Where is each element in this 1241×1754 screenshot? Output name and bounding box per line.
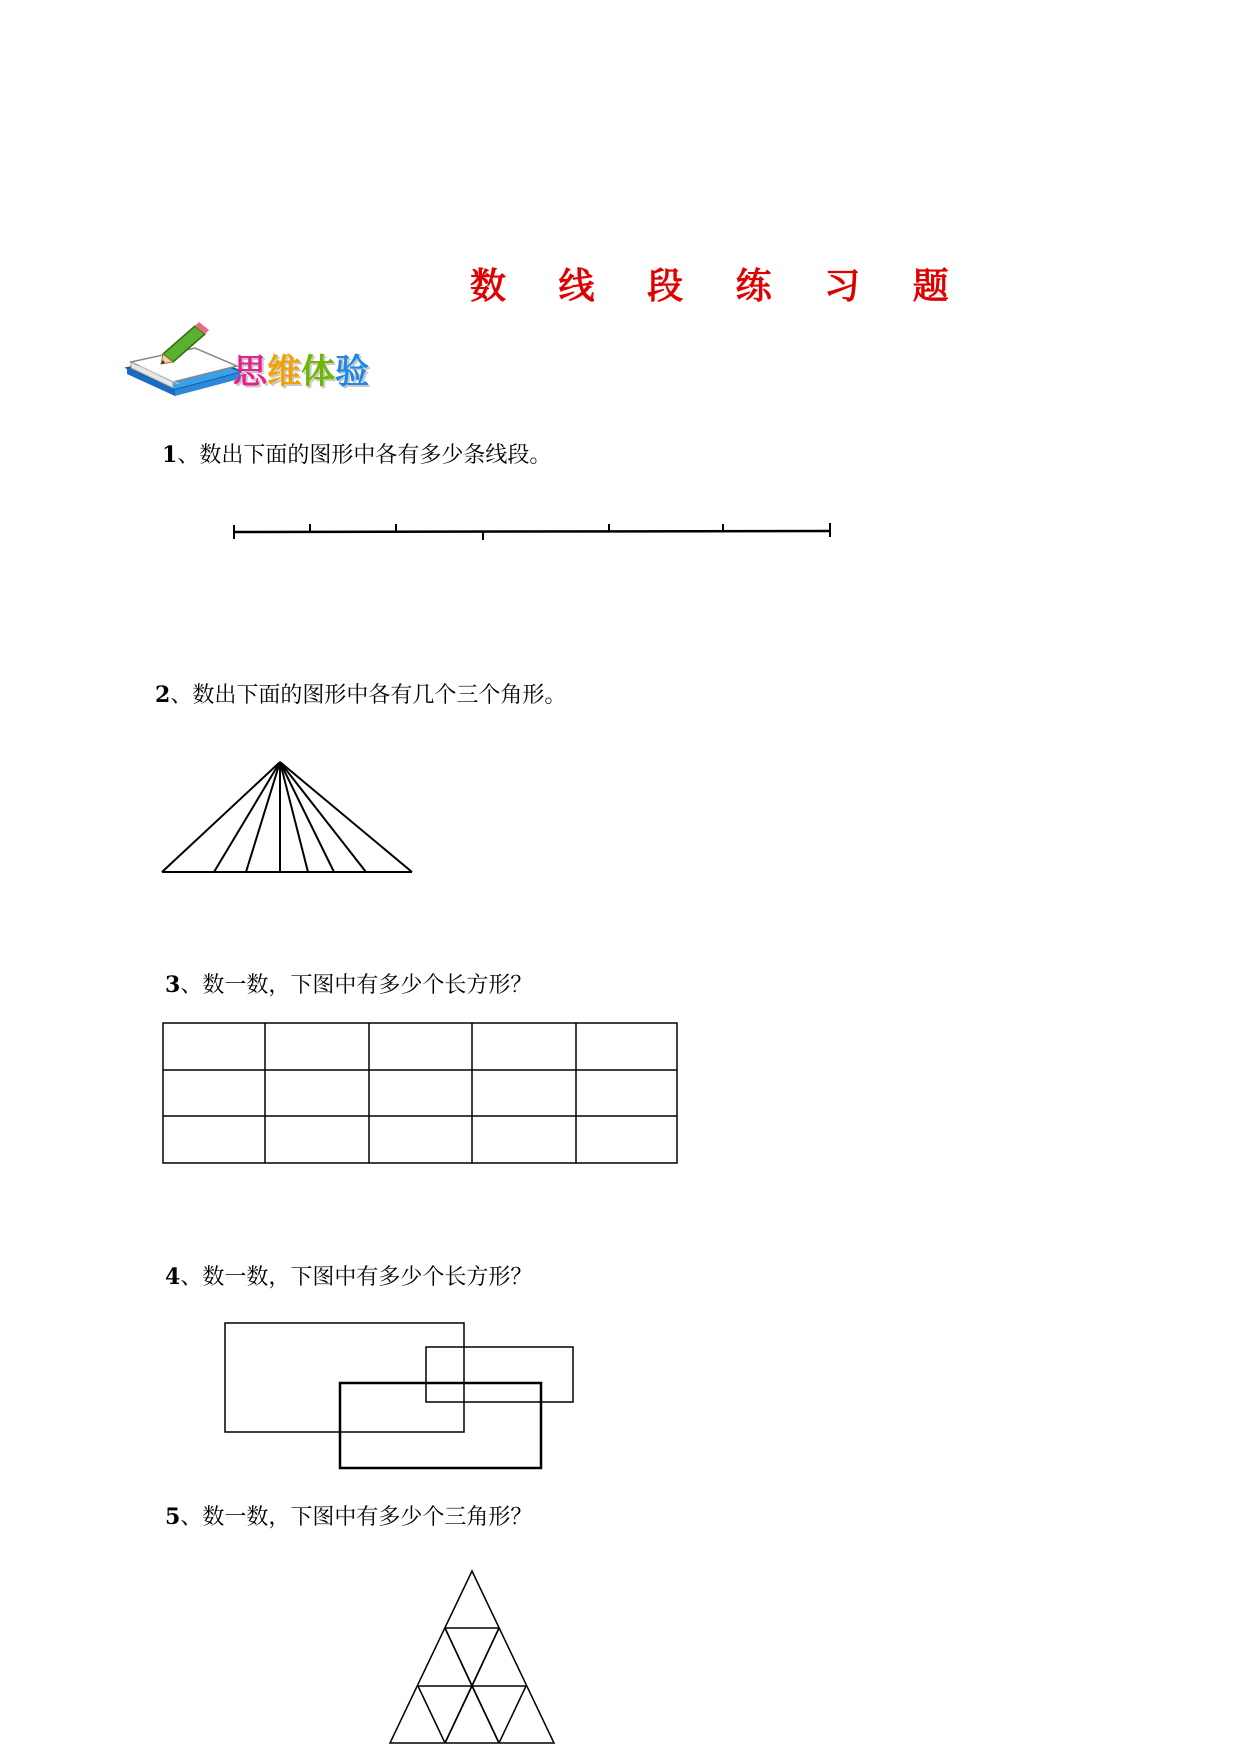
banner-char-1: 思 xyxy=(233,352,267,392)
rectangle-grid-figure xyxy=(162,1022,682,1166)
banner-char-3: 体 xyxy=(301,352,335,392)
question-4 xyxy=(165,1260,532,1291)
banner-char-2: 维 xyxy=(267,352,301,392)
page-title: 数 线 段 练 习 题 xyxy=(470,266,969,307)
question-2-text: 、数出下面的图形中各有几个三个角形。 xyxy=(170,683,567,708)
question-3-text: 、数一数，下图中有多少个长方形？ xyxy=(180,973,533,998)
triangle-grid-figure xyxy=(388,1568,558,1748)
segment-main-line xyxy=(234,531,830,532)
question-4-number: 4 xyxy=(165,1264,181,1290)
question-3 xyxy=(165,968,532,999)
banner-char-4: 验 xyxy=(335,352,369,392)
question-5-text: 、数一数，下图中有多少个三角形？ xyxy=(180,1505,533,1530)
question-5-number: 5 xyxy=(165,1504,181,1530)
question-2-number: 2 xyxy=(155,682,171,708)
question-1 xyxy=(162,438,551,469)
question-5 xyxy=(165,1500,532,1531)
question-3-number: 3 xyxy=(165,972,181,998)
question-1-text: 、数出下面的图形中各有多少条线段。 xyxy=(177,443,552,468)
banner-title xyxy=(233,344,369,393)
segment-line-figure xyxy=(230,515,840,545)
question-2 xyxy=(155,678,566,709)
question-4-text: 、数一数，下图中有多少个长方形？ xyxy=(180,1265,533,1290)
overlapping-rectangles-figure xyxy=(222,1320,582,1472)
question-1-number: 1 xyxy=(162,442,178,468)
fan-triangle-figure xyxy=(158,758,418,878)
